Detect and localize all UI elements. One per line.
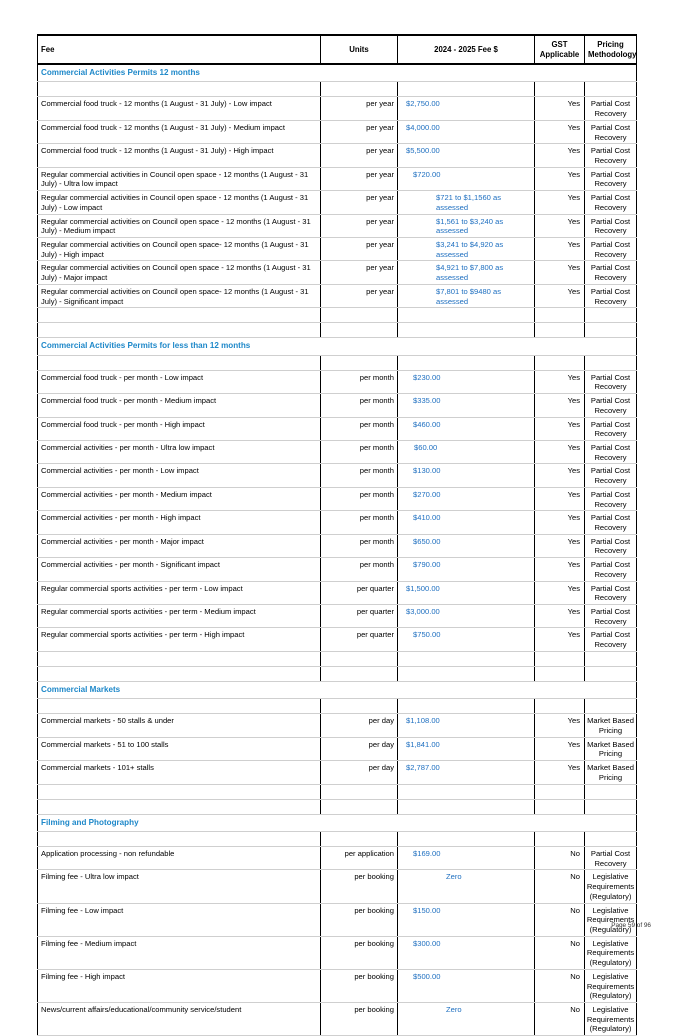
fee-row bbox=[38, 628, 637, 651]
fee-amount: $1,561 to $3,240 as assessed bbox=[398, 214, 535, 237]
fee-units: per month bbox=[321, 534, 398, 557]
fee-row bbox=[38, 534, 637, 557]
fee-description: Filming fee - Medium impact bbox=[38, 936, 321, 969]
spacer-cell bbox=[38, 666, 321, 681]
fee-row bbox=[38, 370, 637, 393]
fee-units: per day bbox=[321, 761, 398, 784]
fee-amount: $169.00 bbox=[398, 846, 535, 869]
gst-applicable: Yes bbox=[535, 237, 585, 260]
spacer-cell bbox=[321, 651, 398, 666]
fee-row bbox=[38, 237, 637, 260]
fee-units: per month bbox=[321, 511, 398, 534]
fee-units: per booking bbox=[321, 969, 398, 1002]
fee-description: Regular commercial sports activities - per term - High impact bbox=[38, 628, 321, 651]
pricing-methodology: Partial Cost Recovery bbox=[585, 214, 637, 237]
section-title: Commercial Markets bbox=[38, 681, 637, 698]
gst-applicable: Yes bbox=[535, 440, 585, 463]
gst-applicable: No bbox=[535, 870, 585, 903]
gst-applicable: Yes bbox=[535, 370, 585, 393]
fee-units: per application bbox=[321, 846, 398, 869]
fee-row bbox=[38, 969, 637, 1002]
gst-applicable: No bbox=[535, 1003, 585, 1036]
gst-applicable: Yes bbox=[535, 167, 585, 190]
gst-applicable: Yes bbox=[535, 191, 585, 214]
gst-applicable: Yes bbox=[535, 464, 585, 487]
fee-amount: Zero bbox=[398, 870, 535, 903]
section-gap-row bbox=[38, 799, 637, 814]
gst-applicable: Yes bbox=[535, 581, 585, 604]
fee-amount: $60.00 bbox=[398, 440, 535, 463]
page-number: Page 59 of 96 bbox=[611, 922, 651, 929]
fee-description: Commercial markets - 101+ stalls bbox=[38, 761, 321, 784]
table-header-row bbox=[38, 35, 637, 64]
fee-description: Filming fee - Low impact bbox=[38, 903, 321, 936]
pricing-methodology: Partial Cost Recovery bbox=[585, 605, 637, 628]
fee-row bbox=[38, 261, 637, 284]
fee-row bbox=[38, 605, 637, 628]
fee-amount: $1,500.00 bbox=[398, 581, 535, 604]
fee-row bbox=[38, 737, 637, 760]
fee-row bbox=[38, 284, 637, 307]
fee-amount: $650.00 bbox=[398, 534, 535, 557]
fee-amount: $410.00 bbox=[398, 511, 535, 534]
pricing-methodology: Partial Cost Recovery bbox=[585, 284, 637, 307]
fee-amount: $150.00 bbox=[398, 903, 535, 936]
gst-applicable: Yes bbox=[535, 558, 585, 581]
pricing-methodology: Partial Cost Recovery bbox=[585, 144, 637, 167]
section-title: Commercial Activities Permits 12 months bbox=[38, 64, 637, 82]
fee-units: per day bbox=[321, 714, 398, 737]
section-gap-row bbox=[38, 651, 637, 666]
spacer-cell bbox=[535, 651, 585, 666]
spacer-cell bbox=[398, 699, 535, 714]
header-units: Units bbox=[321, 35, 398, 64]
fee-amount: $3,241 to $4,920 as assessed bbox=[398, 237, 535, 260]
section-header-row bbox=[38, 814, 637, 831]
fee-row bbox=[38, 394, 637, 417]
fee-amount: $720.00 bbox=[398, 167, 535, 190]
section-gap-row bbox=[38, 666, 637, 681]
pricing-methodology: Legislative Requirements (Regulatory) bbox=[585, 1003, 637, 1036]
gst-applicable: Yes bbox=[535, 214, 585, 237]
fee-units: per quarter bbox=[321, 605, 398, 628]
fee-units: per booking bbox=[321, 1003, 398, 1036]
spacer-cell bbox=[585, 308, 637, 323]
fee-units: per year bbox=[321, 191, 398, 214]
fee-description: Regular commercial sports activities - per term - Low impact bbox=[38, 581, 321, 604]
fee-row bbox=[38, 936, 637, 969]
fee-row bbox=[38, 191, 637, 214]
fee-description: Filming fee - High impact bbox=[38, 969, 321, 1002]
spacer-cell bbox=[585, 799, 637, 814]
section-header-row bbox=[38, 64, 637, 82]
spacer-cell bbox=[585, 651, 637, 666]
fee-units: per year bbox=[321, 214, 398, 237]
pricing-methodology: Partial Cost Recovery bbox=[585, 394, 637, 417]
fee-row bbox=[38, 846, 637, 869]
gst-applicable: Yes bbox=[535, 511, 585, 534]
gst-applicable: Yes bbox=[535, 144, 585, 167]
fee-row bbox=[38, 714, 637, 737]
fee-row bbox=[38, 214, 637, 237]
pricing-methodology: Partial Cost Recovery bbox=[585, 558, 637, 581]
fee-description: Regular commercial sports activities - per term - Medium impact bbox=[38, 605, 321, 628]
fee-units: per month bbox=[321, 558, 398, 581]
fee-row bbox=[38, 581, 637, 604]
spacer-cell bbox=[38, 699, 321, 714]
spacer-cell bbox=[535, 308, 585, 323]
fee-description: News/current affairs/educational/community service/student bbox=[38, 1003, 321, 1036]
fee-schedule bbox=[37, 34, 636, 1036]
fee-row bbox=[38, 120, 637, 143]
fee-units: per month bbox=[321, 394, 398, 417]
spacer-cell bbox=[585, 831, 637, 846]
fee-table bbox=[37, 34, 637, 1036]
fee-units: per month bbox=[321, 464, 398, 487]
spacer-cell bbox=[535, 831, 585, 846]
spacer-cell bbox=[321, 831, 398, 846]
section-title: Commercial Activities Permits for less than 12 months bbox=[38, 338, 637, 355]
gst-applicable: No bbox=[535, 969, 585, 1002]
spacer-cell bbox=[398, 308, 535, 323]
fee-description: Commercial food truck - 12 months (1 August - 31 July) - Medium impact bbox=[38, 120, 321, 143]
fee-amount: $3,000.00 bbox=[398, 605, 535, 628]
spacer-cell bbox=[38, 784, 321, 799]
fee-row bbox=[38, 761, 637, 784]
fee-amount: $500.00 bbox=[398, 969, 535, 1002]
fee-description: Regular commercial activities in Council open space - 12 months (1 August - 31 July) - Low impact bbox=[38, 191, 321, 214]
pricing-methodology: Market Based Pricing bbox=[585, 714, 637, 737]
fee-units: per month bbox=[321, 440, 398, 463]
pricing-methodology: Partial Cost Recovery bbox=[585, 237, 637, 260]
fee-amount: $5,500.00 bbox=[398, 144, 535, 167]
gst-applicable: No bbox=[535, 903, 585, 936]
spacer-cell bbox=[398, 784, 535, 799]
fee-units: per month bbox=[321, 370, 398, 393]
gst-applicable: Yes bbox=[535, 394, 585, 417]
gst-applicable: Yes bbox=[535, 737, 585, 760]
section-gap-row bbox=[38, 308, 637, 323]
fee-description: Commercial markets - 50 stalls & under bbox=[38, 714, 321, 737]
fee-row bbox=[38, 487, 637, 510]
pricing-methodology: Partial Cost Recovery bbox=[585, 191, 637, 214]
fee-description: Commercial activities - per month - Significant impact bbox=[38, 558, 321, 581]
fee-row bbox=[38, 417, 637, 440]
spacer-cell bbox=[535, 666, 585, 681]
fee-description: Application processing - non refundable bbox=[38, 846, 321, 869]
fee-description: Regular commercial activities on Council open space- 12 months (1 August - 31 July) - High impact bbox=[38, 237, 321, 260]
fee-units: per month bbox=[321, 417, 398, 440]
fee-amount: $1,841.00 bbox=[398, 737, 535, 760]
fee-units: per booking bbox=[321, 936, 398, 969]
fee-amount: $750.00 bbox=[398, 628, 535, 651]
spacer-cell bbox=[535, 355, 585, 370]
spacer-cell bbox=[321, 355, 398, 370]
spacer-cell bbox=[585, 82, 637, 97]
fee-amount: $2,750.00 bbox=[398, 97, 535, 120]
pricing-methodology: Partial Cost Recovery bbox=[585, 487, 637, 510]
spacer-cell bbox=[535, 82, 585, 97]
fee-description: Commercial activities - per month - Ultra low impact bbox=[38, 440, 321, 463]
spacer-cell bbox=[535, 799, 585, 814]
spacer-cell bbox=[398, 323, 535, 338]
fee-description: Regular commercial activities in Council open space - 12 months (1 August - 31 July) - Ultra low impact bbox=[38, 167, 321, 190]
header-fee: Fee bbox=[38, 35, 321, 64]
pricing-methodology: Legislative Requirements (Regulatory) bbox=[585, 903, 637, 936]
fee-description: Filming fee - Ultra low impact bbox=[38, 870, 321, 903]
header-gst: GST Applicable bbox=[535, 35, 585, 64]
fee-row bbox=[38, 440, 637, 463]
fee-amount: $270.00 bbox=[398, 487, 535, 510]
fee-units: per month bbox=[321, 487, 398, 510]
pricing-methodology: Partial Cost Recovery bbox=[585, 846, 637, 869]
spacer-cell bbox=[585, 699, 637, 714]
fee-description: Regular commercial activities on Council open space - 12 months (1 August - 31 July) - Major impact bbox=[38, 261, 321, 284]
spacer-cell bbox=[398, 666, 535, 681]
spacer-cell bbox=[321, 666, 398, 681]
spacer-cell bbox=[321, 323, 398, 338]
pricing-methodology: Legislative Requirements (Regulatory) bbox=[585, 969, 637, 1002]
section-gap-row bbox=[38, 323, 637, 338]
spacer-cell bbox=[398, 799, 535, 814]
fee-units: per booking bbox=[321, 903, 398, 936]
section-title: Filming and Photography bbox=[38, 814, 637, 831]
pricing-methodology: Partial Cost Recovery bbox=[585, 534, 637, 557]
gst-applicable: Yes bbox=[535, 120, 585, 143]
fee-description: Commercial food truck - 12 months (1 August - 31 July) - Low impact bbox=[38, 97, 321, 120]
spacer-cell bbox=[398, 355, 535, 370]
spacer-cell bbox=[585, 355, 637, 370]
fee-amount: $721 to $1,1560 as assessed bbox=[398, 191, 535, 214]
pricing-methodology: Partial Cost Recovery bbox=[585, 464, 637, 487]
gst-applicable: Yes bbox=[535, 261, 585, 284]
fee-description: Commercial food truck - per month - Medium impact bbox=[38, 394, 321, 417]
spacer-cell bbox=[585, 784, 637, 799]
fee-description: Regular commercial activities on Council open space - 12 months (1 August - 31 July) - Medium impact bbox=[38, 214, 321, 237]
pricing-methodology: Partial Cost Recovery bbox=[585, 261, 637, 284]
gst-applicable: Yes bbox=[535, 605, 585, 628]
section-gap-row bbox=[38, 831, 637, 846]
pricing-methodology: Partial Cost Recovery bbox=[585, 511, 637, 534]
fee-amount: $4,921 to $7,800 as assessed bbox=[398, 261, 535, 284]
spacer-cell bbox=[321, 699, 398, 714]
header-price: 2024 - 2025 Fee $ bbox=[398, 35, 535, 64]
gst-applicable: Yes bbox=[535, 714, 585, 737]
fee-row bbox=[38, 903, 637, 936]
pricing-methodology: Market Based Pricing bbox=[585, 737, 637, 760]
fee-units: per year bbox=[321, 237, 398, 260]
fee-units: per booking bbox=[321, 870, 398, 903]
pricing-methodology: Partial Cost Recovery bbox=[585, 370, 637, 393]
fee-description: Commercial activities - per month - High impact bbox=[38, 511, 321, 534]
spacer-cell bbox=[38, 308, 321, 323]
spacer-cell bbox=[535, 699, 585, 714]
gst-applicable: Yes bbox=[535, 628, 585, 651]
fee-row bbox=[38, 464, 637, 487]
spacer-cell bbox=[398, 82, 535, 97]
gst-applicable: Yes bbox=[535, 417, 585, 440]
spacer-cell bbox=[535, 323, 585, 338]
fee-amount: $300.00 bbox=[398, 936, 535, 969]
section-gap-row bbox=[38, 82, 637, 97]
section-gap-row bbox=[38, 699, 637, 714]
pricing-methodology: Partial Cost Recovery bbox=[585, 97, 637, 120]
fee-description: Commercial food truck - 12 months (1 August - 31 July) - High impact bbox=[38, 144, 321, 167]
fee-amount: $2,787.00 bbox=[398, 761, 535, 784]
spacer-cell bbox=[321, 82, 398, 97]
section-header-row bbox=[38, 338, 637, 355]
spacer-cell bbox=[38, 323, 321, 338]
fee-units: per year bbox=[321, 144, 398, 167]
spacer-cell bbox=[585, 666, 637, 681]
fee-units: per year bbox=[321, 284, 398, 307]
fee-description: Regular commercial activities on Council open space- 12 months (1 August - 31 July) - Significant impact bbox=[38, 284, 321, 307]
fee-description: Commercial activities - per month - Medium impact bbox=[38, 487, 321, 510]
spacer-cell bbox=[38, 651, 321, 666]
pricing-methodology: Partial Cost Recovery bbox=[585, 628, 637, 651]
fee-amount: $4,000.00 bbox=[398, 120, 535, 143]
gst-applicable: Yes bbox=[535, 534, 585, 557]
spacer-cell bbox=[321, 799, 398, 814]
spacer-cell bbox=[38, 355, 321, 370]
fee-row bbox=[38, 1003, 637, 1036]
fee-units: per year bbox=[321, 167, 398, 190]
fee-units: per day bbox=[321, 737, 398, 760]
fee-amount: $460.00 bbox=[398, 417, 535, 440]
fee-row bbox=[38, 511, 637, 534]
fee-units: per quarter bbox=[321, 628, 398, 651]
fee-amount: $335.00 bbox=[398, 394, 535, 417]
spacer-cell bbox=[398, 831, 535, 846]
pricing-methodology: Partial Cost Recovery bbox=[585, 167, 637, 190]
gst-applicable: Yes bbox=[535, 284, 585, 307]
spacer-cell bbox=[38, 82, 321, 97]
gst-applicable: Yes bbox=[535, 487, 585, 510]
fee-units: per year bbox=[321, 120, 398, 143]
pricing-methodology: Partial Cost Recovery bbox=[585, 581, 637, 604]
pricing-methodology: Legislative Requirements (Regulatory) bbox=[585, 936, 637, 969]
section-header-row bbox=[38, 681, 637, 698]
spacer-cell bbox=[38, 799, 321, 814]
spacer-cell bbox=[321, 308, 398, 323]
pricing-methodology: Partial Cost Recovery bbox=[585, 417, 637, 440]
gst-applicable: No bbox=[535, 846, 585, 869]
fee-amount: $790.00 bbox=[398, 558, 535, 581]
gst-applicable: Yes bbox=[535, 761, 585, 784]
fee-amount: $130.00 bbox=[398, 464, 535, 487]
fee-description: Commercial food truck - per month - High impact bbox=[38, 417, 321, 440]
fee-units: per year bbox=[321, 97, 398, 120]
pricing-methodology: Market Based Pricing bbox=[585, 761, 637, 784]
fee-amount: Zero bbox=[398, 1003, 535, 1036]
fee-description: Commercial markets - 51 to 100 stalls bbox=[38, 737, 321, 760]
gst-applicable: No bbox=[535, 936, 585, 969]
header-method: Pricing Methodology bbox=[585, 35, 637, 64]
gst-applicable: Yes bbox=[535, 97, 585, 120]
pricing-methodology: Partial Cost Recovery bbox=[585, 120, 637, 143]
section-gap-row bbox=[38, 355, 637, 370]
fee-row bbox=[38, 144, 637, 167]
fee-row bbox=[38, 167, 637, 190]
fee-row bbox=[38, 558, 637, 581]
fee-row bbox=[38, 97, 637, 120]
spacer-cell bbox=[398, 651, 535, 666]
fee-row bbox=[38, 870, 637, 903]
spacer-cell bbox=[38, 831, 321, 846]
fee-description: Commercial food truck - per month - Low impact bbox=[38, 370, 321, 393]
fee-amount: $230.00 bbox=[398, 370, 535, 393]
pricing-methodology: Legislative Requirements (Regulatory) bbox=[585, 870, 637, 903]
fee-units: per year bbox=[321, 261, 398, 284]
section-gap-row bbox=[38, 784, 637, 799]
spacer-cell bbox=[535, 784, 585, 799]
fee-amount: $7,801 to $9480 as assessed bbox=[398, 284, 535, 307]
fee-amount: $1,108.00 bbox=[398, 714, 535, 737]
spacer-cell bbox=[321, 784, 398, 799]
pricing-methodology: Partial Cost Recovery bbox=[585, 440, 637, 463]
fee-description: Commercial activities - per month - Major impact bbox=[38, 534, 321, 557]
spacer-cell bbox=[585, 323, 637, 338]
fee-description: Commercial activities - per month - Low impact bbox=[38, 464, 321, 487]
fee-units: per quarter bbox=[321, 581, 398, 604]
